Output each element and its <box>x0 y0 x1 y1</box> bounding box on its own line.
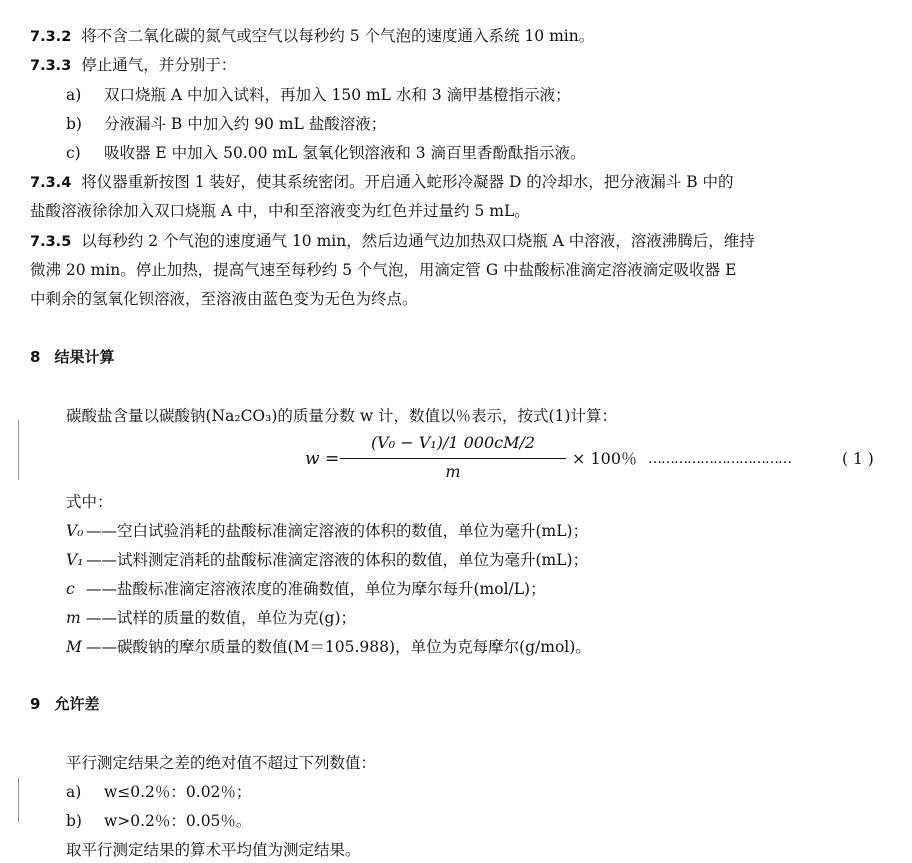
variable-definition <box>66 549 588 571</box>
tolerance-conclusion: 取平行测定结果的算术平均值为测定结果。 <box>66 841 361 859</box>
section-heading-8 <box>30 346 114 368</box>
list-item <box>66 84 571 106</box>
clause-number: 7.3.4 <box>30 175 72 191</box>
formula-rhs: × 100％ <box>572 449 638 468</box>
fraction-bar <box>340 458 566 459</box>
clause-text: 停止通气，并分别于： <box>81 56 237 74</box>
variable-description: 碳酸钠的摩尔质量的数值(M＝105.988)，单位为克每摩尔(g/mol)。 <box>117 638 591 656</box>
formula-leader-dots: …………………………… <box>648 451 791 467</box>
variable-definition <box>66 578 546 600</box>
change-bar <box>18 778 19 822</box>
section-title: 结果计算 <box>54 348 115 366</box>
clause-text-continued: 中剩余的氢氧化钡溶液，至溶液由蓝色变为无色为终点。 <box>30 290 418 308</box>
clause-text: 将不含二氧化碳的氮气或空气以每秒约 5 个气泡的速度通入系统 10 min。 <box>81 27 595 45</box>
clause-text: 以每秒约 2 个气泡的速度通气 10 min，然后边通气边加热双口烧瓶 A 中溶液，溶液沸腾后，维持 <box>81 232 755 250</box>
where-label: 式中： <box>66 493 113 511</box>
variable-symbol: V₁ <box>66 551 84 569</box>
list-label: b) <box>66 115 82 133</box>
list-label: a) <box>66 783 82 801</box>
tolerance-intro: 平行测定结果之差的绝对值不超过下列数值： <box>66 754 377 772</box>
variable-description: 试样的质量的数值，单位为克(g)； <box>117 609 357 627</box>
clause-text: 将仪器重新按图 1 装好，使其系统密闭。开启通入蛇形冷凝器 D 的冷却水，把分液漏斗 B 中的 <box>81 173 734 191</box>
list-item <box>66 781 251 803</box>
variable-symbol: m <box>66 609 81 627</box>
clause-7-3-4 <box>30 171 734 194</box>
equation-number: ( 1 ) <box>842 450 874 468</box>
variable-description: 试料测定消耗的盐酸标准滴定溶液的体积的数值，单位为毫升(mL)； <box>117 551 589 569</box>
variable-definition <box>66 520 588 542</box>
formula-lhs: w = <box>305 449 340 469</box>
variable-definition <box>66 636 591 658</box>
variable-description: 空白试验消耗的盐酸标准滴定溶液的体积的数值，单位为毫升(mL)； <box>117 522 589 540</box>
clause-number: 7.3.3 <box>30 58 72 74</box>
section-number: 8 <box>30 348 41 366</box>
list-text: 双口烧瓶 A 中加入试料，再加入 150 mL 水和 3 滴甲基橙指示液； <box>104 86 571 104</box>
section-heading-9 <box>30 693 99 715</box>
list-item <box>66 142 586 164</box>
calculation-intro: 碳酸盐含量以碳酸钠(Na₂CO₃)的质量分数 w 计，数值以％表示，按式(1)计算： <box>66 407 617 425</box>
formula-numerator: (V₀ − V₁)/1 000cM/2 <box>370 433 536 452</box>
clause-7-3-5 <box>30 230 755 253</box>
clause-7-3-3 <box>30 54 236 77</box>
clause-number: 7.3.5 <box>30 234 72 250</box>
variable-dash: —— <box>86 609 117 627</box>
section-title: 允许差 <box>54 695 100 713</box>
variable-description: 盐酸标准滴定溶液浓度的准确数值，单位为摩尔每升(mol/L)； <box>117 580 546 598</box>
variable-symbol: c <box>66 580 75 598</box>
variable-symbol: M <box>66 638 82 656</box>
list-text: 吸收器 E 中加入 50.00 mL 氢氧化钡溶液和 3 滴百里香酚酞指示液。 <box>104 144 586 162</box>
change-bar <box>18 420 19 480</box>
list-text: 分液漏斗 B 中加入约 90 mL 盐酸溶液； <box>104 115 387 133</box>
variable-dash: —— <box>86 638 117 656</box>
clause-7-3-2 <box>30 25 594 48</box>
list-label: b) <box>66 812 82 830</box>
list-item <box>66 113 386 135</box>
list-text: w>0.2％：0.05％。 <box>104 812 252 830</box>
clause-text-continued: 盐酸溶液徐徐加入双口烧瓶 A 中，中和至溶液变为红色并过量约 5 mL。 <box>30 202 530 220</box>
list-label: c) <box>66 144 81 162</box>
list-item <box>66 810 251 832</box>
list-label: a) <box>66 86 82 104</box>
clause-text-continued: 微沸 20 min。停止加热，提高气速至每秒约 5 个气泡，用滴定管 G 中盐酸标准滴定溶液滴定吸收器 E <box>30 261 737 279</box>
variable-dash: —— <box>86 551 117 569</box>
variable-symbol: V₀ <box>66 522 84 540</box>
clause-number: 7.3.2 <box>30 29 72 45</box>
variable-definition <box>66 607 356 629</box>
section-number: 9 <box>30 695 41 713</box>
variable-dash: —— <box>86 522 117 540</box>
formula-denominator: m <box>445 462 461 481</box>
variable-dash: —— <box>86 580 117 598</box>
list-text: w≤0.2％：0.02％； <box>104 783 252 801</box>
